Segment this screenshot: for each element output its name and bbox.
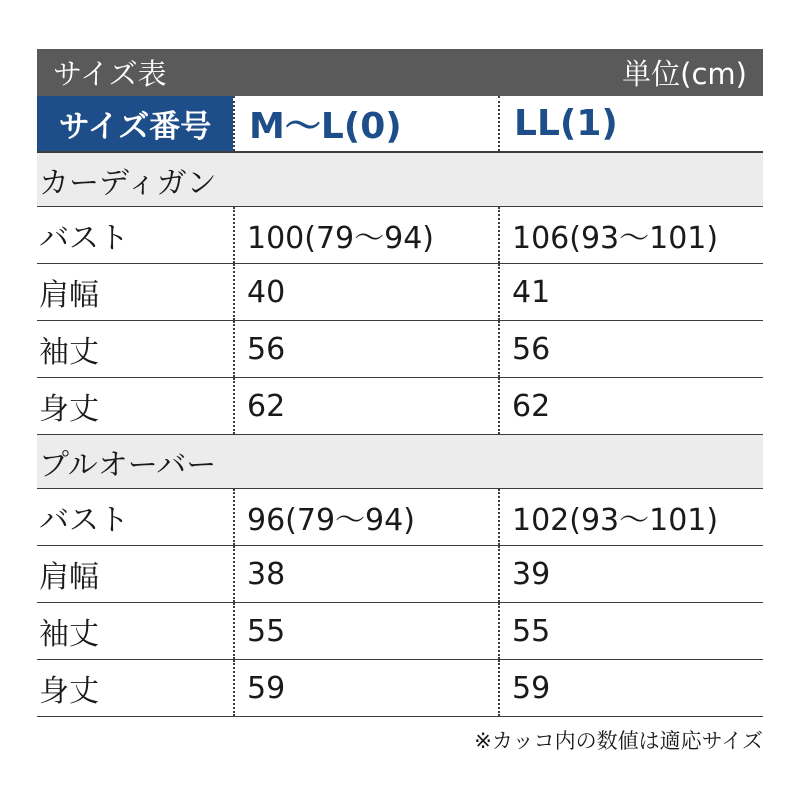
title-bar: [37, 49, 763, 96]
row-label: 肩幅: [39, 278, 99, 313]
cell-m-l: 62: [233, 378, 498, 434]
unit-label: 単位(cm): [622, 57, 747, 91]
cell-m-l: 100(79〜94): [233, 207, 498, 263]
cell-ll: 59: [498, 660, 763, 716]
size-number-label: サイズ番号: [37, 96, 233, 151]
table-row: [37, 660, 763, 717]
table-title: サイズ表: [53, 57, 167, 91]
table-row: [37, 321, 763, 378]
row-label: 袖丈: [39, 335, 99, 370]
cell-ll: 39: [498, 546, 763, 602]
row-label: 身丈: [39, 674, 99, 709]
row-label: 肩幅: [39, 560, 99, 595]
cell-m-l: 59: [233, 660, 498, 716]
section-cardigan: カーディガン: [37, 153, 763, 207]
table-row: [37, 264, 763, 321]
row-label: 身丈: [39, 392, 99, 427]
table-row: [37, 546, 763, 603]
table-row: [37, 603, 763, 660]
cell-ll: 41: [498, 264, 763, 320]
cell-m-l: 40: [233, 264, 498, 320]
cell-ll: 55: [498, 603, 763, 659]
row-label: 袖丈: [39, 617, 99, 652]
section-pullover: プルオーバー: [37, 435, 763, 489]
table-row: [37, 207, 763, 264]
row-label: バスト: [39, 503, 129, 538]
size-col-ll: LL(1): [498, 96, 763, 151]
table-row: [37, 378, 763, 435]
cell-m-l: 55: [233, 603, 498, 659]
cell-m-l: 56: [233, 321, 498, 377]
cell-ll: 62: [498, 378, 763, 434]
footnote: ※カッコ内の数値は適応サイズ: [474, 729, 763, 753]
cell-ll: 56: [498, 321, 763, 377]
table-row: [37, 489, 763, 546]
size-table: [37, 49, 763, 755]
size-col-m-l: M〜L(0): [233, 96, 498, 151]
cell-m-l: 96(79〜94): [233, 489, 498, 545]
size-header-row: [37, 96, 763, 153]
cell-ll: 102(93〜101): [498, 489, 763, 545]
cell-m-l: 38: [233, 546, 498, 602]
cell-ll: 106(93〜101): [498, 207, 763, 263]
row-label: バスト: [39, 221, 129, 256]
